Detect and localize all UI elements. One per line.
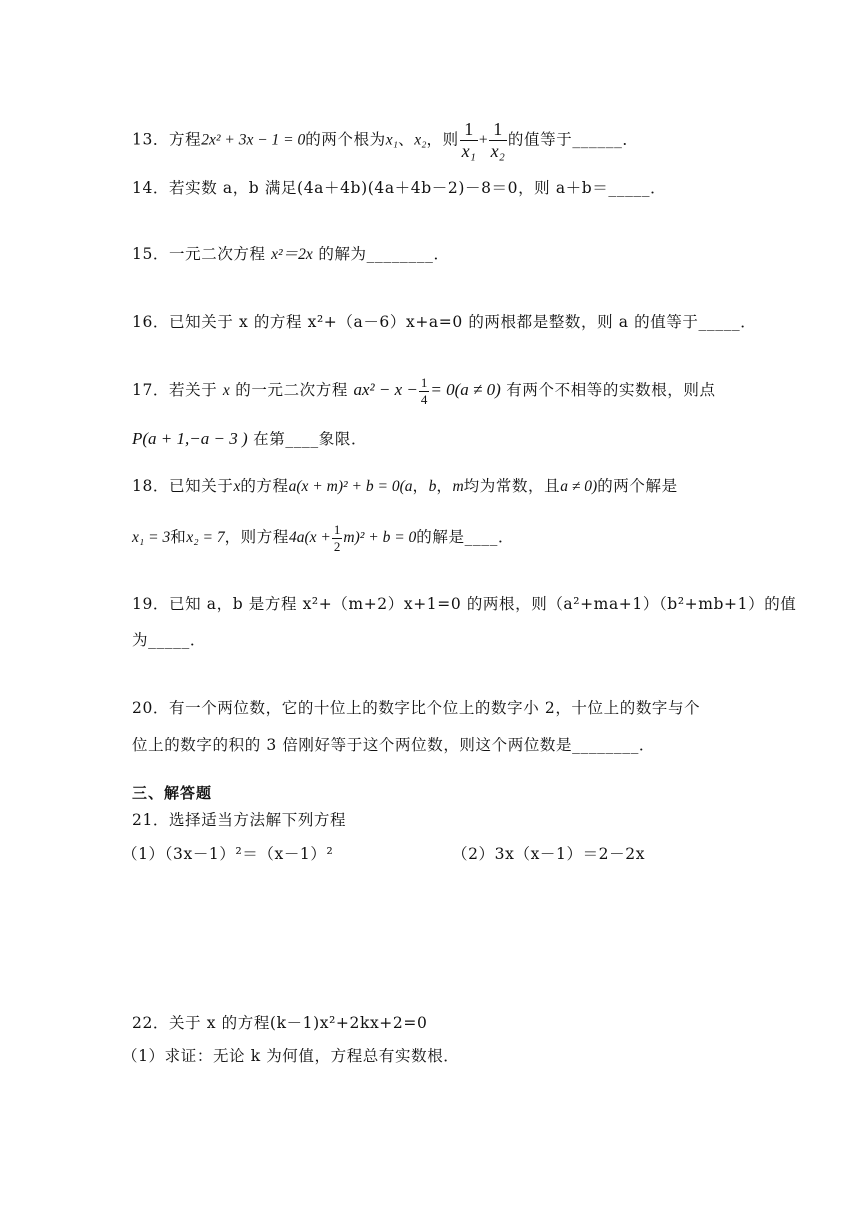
numerator: 1 <box>420 375 428 390</box>
equation-left: 4a(x + <box>288 529 331 547</box>
text: 的值等于______． <box>507 130 639 149</box>
text: ，则 <box>426 130 459 149</box>
equation-right: = 0(a ≠ 0) <box>430 380 501 400</box>
question-13: 13．方程2x² + 3x − 1 = 0的两个根为x₁、x₂，则 $\frac{1}{\text{x₁}}$ + $\frac{1}{\text{x₂}}$ 的值等于______． <box>132 119 639 161</box>
question-22: 22．关于 x 的方程(k－1)x²+2kx+2=0 <box>132 1014 428 1032</box>
numerator: 1 <box>460 120 478 141</box>
equation: x²＝2x <box>271 246 313 263</box>
text: 均为常数，且 <box>463 477 561 495</box>
text: ，则方程 <box>224 528 289 547</box>
text: 的一元二次方程 <box>229 381 354 400</box>
root-x2: x₂ <box>414 131 427 149</box>
question-18-line-2 <box>132 523 514 553</box>
question-21: 21．选择适当方法解下列方程 <box>132 811 347 829</box>
question-21-part-1: （1）（3x－1）²＝（x－1）² <box>122 845 334 863</box>
condition: a ≠ 0) <box>560 478 598 495</box>
variable: x <box>233 478 241 495</box>
question-20-line-2: 位上的数字的积的 3 倍刚好等于这个两位数，则这个两位数是________． <box>132 736 656 754</box>
text: 有两个不相等的实数根，则点 <box>500 381 716 400</box>
fraction-1-over-x1 <box>460 120 478 161</box>
variable: m <box>452 478 464 495</box>
text: 的方程 <box>240 477 289 495</box>
fraction-one-quarter <box>419 376 430 406</box>
text: 、 <box>398 130 415 149</box>
question-17 <box>132 376 716 406</box>
numerator: 1 <box>333 522 341 537</box>
point-p: P(a + 1,−a − 3 ) <box>132 429 248 448</box>
root-x1: x₁ <box>385 131 399 149</box>
question-15 <box>132 247 450 263</box>
denominator: 4 <box>420 391 428 407</box>
variable: b <box>428 478 437 495</box>
fraction-1-over-x2 <box>489 120 507 161</box>
equation: 2x² + 3x − 1 = 0 <box>201 131 306 149</box>
question-17-line-2 <box>132 430 367 448</box>
solution-2: x₂ = 7 <box>186 529 225 547</box>
question-21-part-2: （2）3x（x－1）＝2－2x <box>452 845 646 863</box>
question-number: 13． <box>132 130 170 149</box>
solution-1: x₁ = 3 <box>132 529 171 547</box>
question-18 <box>132 479 678 495</box>
question-20: 20．有一个两位数，它的十位上的数字比个位上的数字小 2，十位上的数字与个 <box>132 699 701 717</box>
question-22-part-1: （1）求证：无论 k 为何值，方程总有实数根． <box>122 1047 460 1065</box>
question-19: 19．已知 a，b 是方程 x²+（m+2）x+1=0 的两根，则（a²+ma+1）（b²+mb+1）的值 <box>132 595 797 613</box>
equation-left: ax² − x − <box>353 380 418 400</box>
text: 的解为________． <box>312 245 450 263</box>
text: 的两个解是 <box>597 477 678 495</box>
text: 18．已知关于 <box>132 477 234 495</box>
section-title: 三、解答题 <box>132 784 213 802</box>
text: 在第____象限． <box>247 430 368 448</box>
numerator: 1 <box>489 120 507 141</box>
denominator: x₁ <box>461 140 476 161</box>
question-14: 14．若实数 a，b 满足(4a＋4b)(4a＋4b－2)－8＝0，则 a＋b＝_____． <box>132 179 667 197</box>
fraction-one-half <box>332 523 343 553</box>
variable: x <box>222 382 230 400</box>
text: ， <box>436 477 453 495</box>
text: 的两个根为 <box>305 130 386 149</box>
text: 15．一元二次方程 <box>132 245 272 263</box>
question-19-line-2: 为_____． <box>132 631 206 649</box>
text: ， <box>412 477 429 495</box>
text: 和 <box>170 528 187 547</box>
text: 方程 <box>169 130 202 149</box>
text: 17．若关于 <box>132 381 223 400</box>
equation: a(x + m)² + b = 0(a <box>288 478 413 495</box>
question-16: 16．已知关于 x 的方程 x²+（a－6）x+a=0 的两根都是整数，则 a 的值等于_____． <box>132 313 757 331</box>
equation-right: m)² + b = 0 <box>343 529 417 547</box>
denominator: x₂ <box>490 140 505 161</box>
text: 的解是____． <box>416 528 515 547</box>
denominator: 2 <box>333 538 341 554</box>
